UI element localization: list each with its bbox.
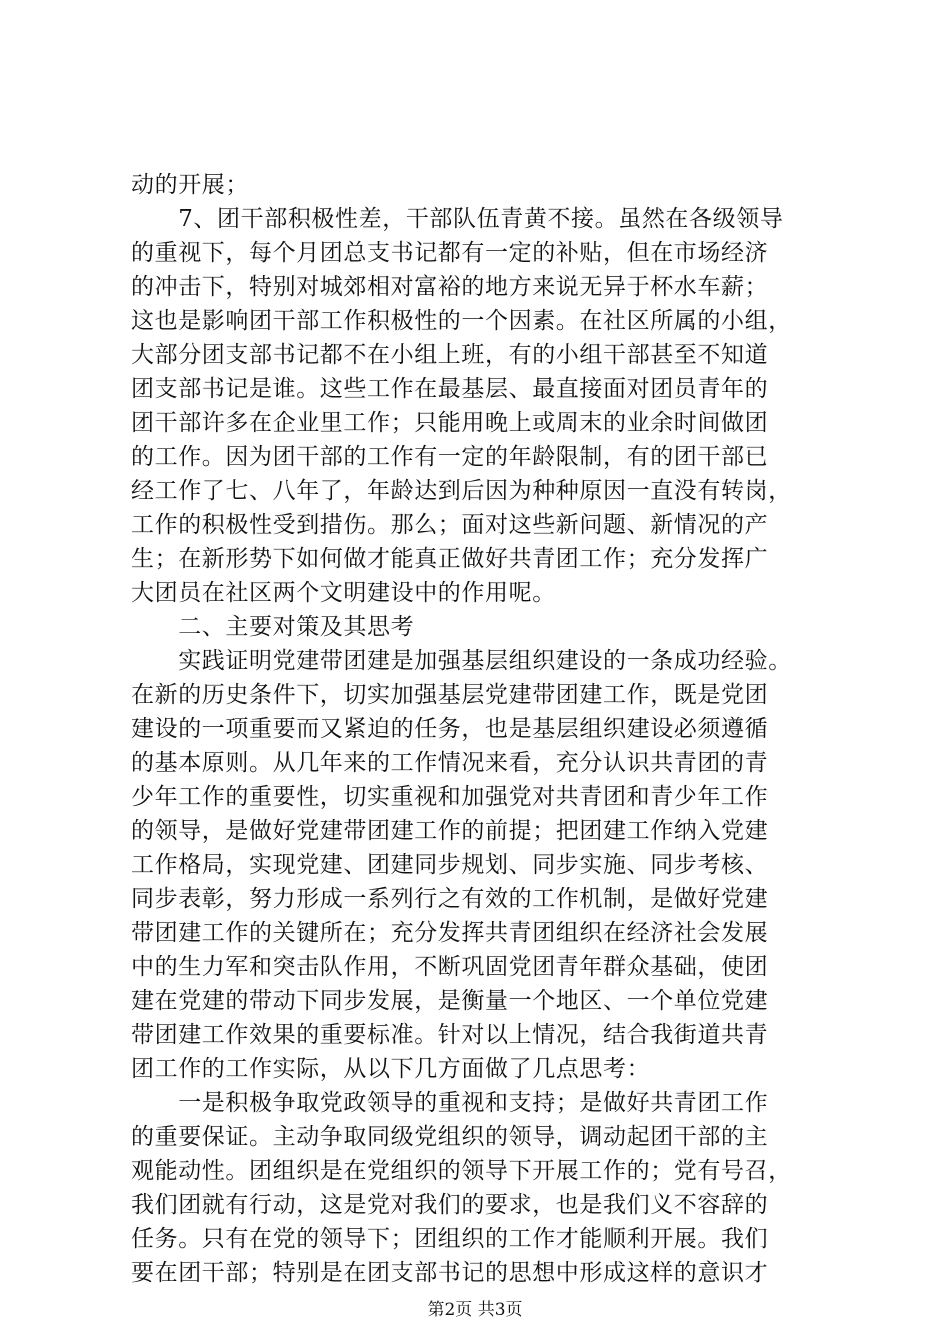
text-line: 带团建工作效果的重要标准。针对以上情况，结合我街道共青 — [131, 1022, 769, 1048]
text-line: 的重视下，每个月团总支书记都有一定的补贴，但在市场经济 — [131, 240, 769, 266]
text-line: 建在党建的带动下同步发展，是衡量一个地区、一个单位党建 — [131, 988, 769, 1014]
text-line: 建设的一项重要而又紧迫的任务，也是基层组织建设必须遵循 — [131, 716, 769, 742]
text-line: 的重要保证。主动争取同级党组织的领导，调动起团干部的主 — [131, 1124, 769, 1150]
text-line: 我们团就有行动，这是党对我们的要求，也是我们义不容辞的 — [131, 1192, 769, 1218]
text-line: 的领导，是做好党建带团建工作的前提；把团建工作纳入党建 — [131, 818, 769, 844]
section-heading: 二、主要对策及其思考 — [131, 614, 415, 640]
text-line: 同步表彰，努力形成一系列行之有效的工作机制，是做好党建 — [131, 886, 769, 912]
text-line: 工作格局，实现党建、团建同步规划、同步实施、同步考核、 — [131, 852, 769, 878]
text-line: 7、团干部积极性差，干部队伍青黄不接。虽然在各级领导 — [131, 206, 784, 232]
text-line: 大部分团支部书记都不在小组上班，有的小组干部甚至不知道 — [131, 342, 769, 368]
text-line: 带团建工作的关键所在；充分发挥共青团组织在经济社会发展 — [131, 920, 769, 946]
text-line: 实践证明党建带团建是加强基层组织建设的一条成功经验。 — [131, 648, 792, 674]
text-line: 一是积极争取党政领导的重视和支持；是做好共青团工作 — [131, 1090, 769, 1116]
text-line: 团工作的工作实际，从以下几方面做了几点思考： — [131, 1056, 651, 1082]
text-line: 的工作。因为团干部的工作有一定的年龄限制，有的团干部已 — [131, 444, 769, 470]
text-line: 生；在新形势下如何做才能真正做好共青团工作；充分发挥广 — [131, 546, 769, 572]
text-line: 在新的历史条件下，切实加强基层党建带团建工作，既是党团 — [131, 682, 769, 708]
text-line: 的基本原则。从几年来的工作情况来看，充分认识共青团的青 — [131, 750, 769, 776]
text-line: 动的开展； — [131, 172, 249, 198]
text-line: 工作的积极性受到措伤。那么；面对这些新问题、新情况的产 — [131, 512, 769, 538]
text-line: 任务。只有在党的领导下；团组织的工作才能顺利开展。我们 — [131, 1226, 769, 1252]
text-line: 大团员在社区两个文明建设中的作用呢。 — [131, 580, 556, 606]
text-line: 少年工作的重要性，切实重视和加强党对共青团和青少年工作 — [131, 784, 769, 810]
body-text — [131, 168, 831, 1290]
text-line: 观能动性。团组织是在党组织的领导下开展工作的；党有号召， — [131, 1158, 792, 1184]
text-line: 的冲击下，特别对城郊相对富裕的地方来说无异于杯水车薪； — [131, 274, 769, 300]
text-line: 团支部书记是谁。这些工作在最基层、最直接面对团员青年的 — [131, 376, 769, 402]
text-line: 中的生力军和突击队作用，不断巩固党团青年群众基础，使团 — [131, 954, 769, 980]
text-line: 团干部许多在企业里工作；只能用晚上或周末的业余时间做团 — [131, 410, 769, 436]
text-line: 经工作了七、八年了，年龄达到后因为种种原因一直没有转岗， — [131, 478, 792, 504]
text-line: 这也是影响团干部工作积极性的一个因素。在社区所属的小组， — [131, 308, 792, 334]
page-number-footer: 第2页 共3页 — [427, 1300, 523, 1320]
text-line: 要在团干部；特别是在团支部书记的思想中形成这样的意识才 — [131, 1260, 769, 1286]
